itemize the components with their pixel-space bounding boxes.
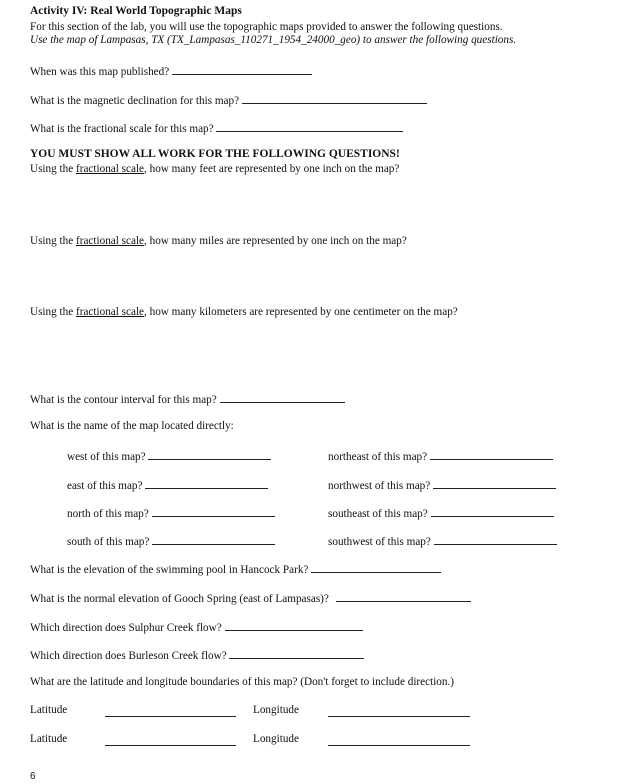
answer-blank-west[interactable] bbox=[148, 448, 271, 460]
question-west-label: west of this map? bbox=[67, 451, 146, 463]
question-southeast bbox=[328, 505, 554, 520]
question-gooch-label: What is the normal elevation of Gooch Spring (east of Lampasas)? bbox=[30, 593, 329, 605]
question-sulphur bbox=[30, 619, 363, 634]
answer-blank-sulphur[interactable] bbox=[225, 619, 363, 631]
question-southeast-label: southeast of this map? bbox=[328, 508, 428, 520]
page-number: 6 bbox=[30, 771, 36, 782]
answer-blank-burleson[interactable] bbox=[229, 647, 364, 659]
question-gooch bbox=[30, 590, 471, 605]
using-the-text: Using the bbox=[30, 306, 74, 318]
question-northwest-label: northwest of this map? bbox=[328, 480, 431, 492]
question-published-label: When was this map published? bbox=[30, 66, 170, 78]
answer-blank-fractional-scale[interactable] bbox=[216, 120, 403, 132]
question-contour-label: What is the contour interval for this map? bbox=[30, 394, 217, 406]
answer-blank-north[interactable] bbox=[152, 505, 275, 517]
answer-blank-latitude-1[interactable] bbox=[105, 705, 236, 717]
question-adjacent-intro: What is the name of the map located directly: bbox=[30, 420, 234, 432]
question-southwest bbox=[328, 533, 557, 548]
question-pool bbox=[30, 561, 441, 576]
answer-blank-south[interactable] bbox=[152, 533, 275, 545]
longitude-label-1: Longitude bbox=[253, 704, 299, 716]
question-pool-label: What is the elevation of the swimming pool in Hancock Park? bbox=[30, 564, 309, 576]
show-work-notice: YOU MUST SHOW ALL WORK FOR THE FOLLOWING QUESTIONS! bbox=[30, 148, 400, 160]
answer-blank-longitude-1[interactable] bbox=[328, 705, 470, 717]
answer-blank-longitude-2[interactable] bbox=[328, 734, 470, 746]
question-contour bbox=[30, 391, 345, 406]
question-burleson bbox=[30, 647, 364, 662]
question-north bbox=[67, 505, 275, 520]
latitude-label-1: Latitude bbox=[30, 704, 68, 716]
question-southwest-label: southwest of this map? bbox=[328, 536, 431, 548]
answer-blank-east[interactable] bbox=[145, 477, 268, 489]
question-miles bbox=[30, 235, 407, 247]
question-fractional-scale-label: What is the fractional scale for this map? bbox=[30, 123, 214, 135]
activity-title: Activity IV: Real World Topographic Maps bbox=[30, 5, 242, 17]
answer-blank-southwest[interactable] bbox=[434, 533, 557, 545]
question-burleson-label: Which direction does Burleson Creek flow? bbox=[30, 650, 227, 662]
question-northeast bbox=[328, 448, 553, 463]
question-feet bbox=[30, 163, 399, 175]
answer-blank-published[interactable] bbox=[172, 63, 312, 75]
question-sulphur-label: Which direction does Sulphur Creek flow? bbox=[30, 622, 222, 634]
question-fractional-scale bbox=[30, 120, 403, 135]
answer-blank-northwest[interactable] bbox=[433, 477, 556, 489]
question-north-label: north of this map? bbox=[67, 508, 149, 520]
latitude-label-2: Latitude bbox=[30, 733, 68, 745]
intro-text: For this section of the lab, you will use the topographic maps provided to answer the following questions. bbox=[30, 21, 503, 33]
question-miles-rest: , how many miles are represented by one inch on the map? bbox=[144, 235, 407, 247]
fractional-scale-term: fractional scale bbox=[76, 163, 145, 175]
question-latlong: What are the latitude and longitude boundaries of this map? (Don't forget to include direction.) bbox=[30, 676, 455, 688]
question-east bbox=[67, 477, 268, 492]
question-south bbox=[67, 533, 275, 548]
question-km bbox=[30, 306, 458, 318]
question-northwest bbox=[328, 477, 556, 492]
answer-blank-contour[interactable] bbox=[220, 391, 345, 403]
question-declination bbox=[30, 92, 427, 107]
question-km-rest: , how many kilometers are represented by one centimeter on the map? bbox=[144, 306, 458, 318]
answer-blank-declination[interactable] bbox=[242, 92, 427, 104]
using-the-text: Using the bbox=[30, 163, 74, 175]
answer-blank-northeast[interactable] bbox=[430, 448, 553, 460]
fractional-scale-term: fractional scale bbox=[76, 306, 145, 318]
question-feet-rest: , how many feet are represented by one inch on the map? bbox=[144, 163, 400, 175]
answer-blank-gooch[interactable] bbox=[336, 590, 471, 602]
answer-blank-southeast[interactable] bbox=[431, 505, 554, 517]
fractional-scale-term: fractional scale bbox=[76, 235, 145, 247]
question-declination-label: What is the magnetic declination for this map? bbox=[30, 95, 240, 107]
answer-blank-latitude-2[interactable] bbox=[105, 734, 236, 746]
question-east-label: east of this map? bbox=[67, 480, 143, 492]
longitude-label-2: Longitude bbox=[253, 733, 299, 745]
using-the-text: Using the bbox=[30, 235, 74, 247]
question-south-label: south of this map? bbox=[67, 536, 150, 548]
question-west bbox=[67, 448, 271, 463]
map-instruction: Use the map of Lampasas, TX (TX_Lampasas_110271_1954_24000_geo) to answer the following questions. bbox=[30, 34, 517, 46]
question-northeast-label: northeast of this map? bbox=[328, 451, 428, 463]
question-published bbox=[30, 63, 312, 78]
answer-blank-pool[interactable] bbox=[311, 561, 441, 573]
